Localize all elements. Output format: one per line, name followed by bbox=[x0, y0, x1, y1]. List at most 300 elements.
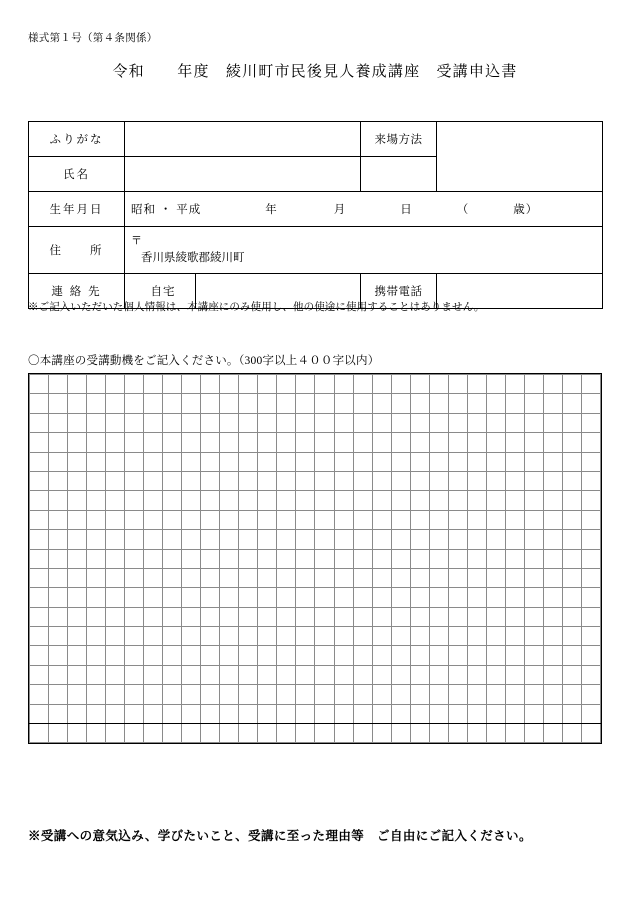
manuscript-cell[interactable] bbox=[258, 433, 277, 452]
manuscript-cell[interactable] bbox=[410, 549, 429, 568]
manuscript-cell[interactable] bbox=[334, 665, 353, 684]
manuscript-cell[interactable] bbox=[220, 607, 239, 626]
manuscript-cell[interactable] bbox=[524, 607, 543, 626]
manuscript-cell[interactable] bbox=[581, 471, 600, 490]
manuscript-cell[interactable] bbox=[201, 549, 220, 568]
manuscript-cell[interactable] bbox=[467, 588, 486, 607]
manuscript-cell[interactable] bbox=[106, 627, 125, 646]
manuscript-cell[interactable] bbox=[353, 510, 372, 529]
furigana-field[interactable] bbox=[125, 122, 361, 157]
manuscript-cell[interactable] bbox=[296, 646, 315, 665]
manuscript-cell[interactable] bbox=[372, 724, 391, 743]
manuscript-cell[interactable] bbox=[543, 607, 562, 626]
manuscript-cell[interactable] bbox=[353, 588, 372, 607]
manuscript-cell[interactable] bbox=[239, 646, 258, 665]
manuscript-cell[interactable] bbox=[49, 704, 68, 723]
manuscript-row[interactable] bbox=[30, 724, 601, 743]
manuscript-cell[interactable] bbox=[68, 491, 87, 510]
manuscript-cell[interactable] bbox=[467, 704, 486, 723]
manuscript-cell[interactable] bbox=[49, 433, 68, 452]
manuscript-cell[interactable] bbox=[391, 413, 410, 432]
manuscript-cell[interactable] bbox=[505, 530, 524, 549]
manuscript-cell[interactable] bbox=[334, 627, 353, 646]
manuscript-cell[interactable] bbox=[543, 724, 562, 743]
manuscript-cell[interactable] bbox=[258, 607, 277, 626]
manuscript-cell[interactable] bbox=[429, 665, 448, 684]
name-field[interactable] bbox=[125, 157, 361, 192]
manuscript-cell[interactable] bbox=[505, 607, 524, 626]
manuscript-cell[interactable] bbox=[201, 433, 220, 452]
manuscript-cell[interactable] bbox=[505, 433, 524, 452]
manuscript-cell[interactable] bbox=[372, 394, 391, 413]
manuscript-cell[interactable] bbox=[87, 607, 106, 626]
manuscript-cell[interactable] bbox=[106, 510, 125, 529]
manuscript-cell[interactable] bbox=[467, 394, 486, 413]
manuscript-cell[interactable] bbox=[372, 491, 391, 510]
manuscript-cell[interactable] bbox=[30, 646, 49, 665]
manuscript-cell[interactable] bbox=[125, 627, 144, 646]
manuscript-cell[interactable] bbox=[410, 685, 429, 704]
manuscript-cell[interactable] bbox=[220, 724, 239, 743]
manuscript-cell[interactable] bbox=[87, 627, 106, 646]
manuscript-cell[interactable] bbox=[125, 568, 144, 587]
manuscript-cell[interactable] bbox=[581, 375, 600, 394]
manuscript-cell[interactable] bbox=[543, 627, 562, 646]
manuscript-cell[interactable] bbox=[30, 375, 49, 394]
manuscript-cell[interactable] bbox=[524, 685, 543, 704]
manuscript-cell[interactable] bbox=[581, 724, 600, 743]
manuscript-cell[interactable] bbox=[49, 646, 68, 665]
manuscript-cell[interactable] bbox=[87, 433, 106, 452]
manuscript-cell[interactable] bbox=[315, 510, 334, 529]
manuscript-cell[interactable] bbox=[391, 646, 410, 665]
manuscript-cell[interactable] bbox=[239, 452, 258, 471]
manuscript-cell[interactable] bbox=[296, 568, 315, 587]
manuscript-cell[interactable] bbox=[68, 724, 87, 743]
manuscript-cell[interactable] bbox=[524, 491, 543, 510]
manuscript-cell[interactable] bbox=[106, 471, 125, 490]
manuscript-cell[interactable] bbox=[239, 607, 258, 626]
manuscript-cell[interactable] bbox=[334, 375, 353, 394]
manuscript-cell[interactable] bbox=[524, 568, 543, 587]
manuscript-cell[interactable] bbox=[277, 704, 296, 723]
manuscript-cell[interactable] bbox=[277, 685, 296, 704]
manuscript-cell[interactable] bbox=[543, 491, 562, 510]
manuscript-cell[interactable] bbox=[87, 510, 106, 529]
manuscript-cell[interactable] bbox=[562, 627, 581, 646]
manuscript-cell[interactable] bbox=[448, 627, 467, 646]
manuscript-cell[interactable] bbox=[524, 549, 543, 568]
manuscript-cell[interactable] bbox=[562, 530, 581, 549]
manuscript-cell[interactable] bbox=[201, 665, 220, 684]
manuscript-cell[interactable] bbox=[429, 685, 448, 704]
manuscript-cell[interactable] bbox=[467, 627, 486, 646]
manuscript-cell[interactable] bbox=[220, 704, 239, 723]
manuscript-cell[interactable] bbox=[201, 646, 220, 665]
manuscript-cell[interactable] bbox=[467, 607, 486, 626]
manuscript-cell[interactable] bbox=[144, 530, 163, 549]
manuscript-cell[interactable] bbox=[372, 452, 391, 471]
manuscript-cell[interactable] bbox=[467, 510, 486, 529]
manuscript-cell[interactable] bbox=[562, 685, 581, 704]
manuscript-cell[interactable] bbox=[201, 627, 220, 646]
manuscript-cell[interactable] bbox=[87, 724, 106, 743]
manuscript-cell[interactable] bbox=[410, 510, 429, 529]
manuscript-cell[interactable] bbox=[505, 568, 524, 587]
manuscript-cell[interactable] bbox=[106, 588, 125, 607]
manuscript-cell[interactable] bbox=[410, 452, 429, 471]
manuscript-cell[interactable] bbox=[220, 433, 239, 452]
manuscript-cell[interactable] bbox=[106, 607, 125, 626]
manuscript-cell[interactable] bbox=[106, 375, 125, 394]
manuscript-cell[interactable] bbox=[543, 433, 562, 452]
manuscript-cell[interactable] bbox=[391, 665, 410, 684]
manuscript-cell[interactable] bbox=[410, 394, 429, 413]
manuscript-cell[interactable] bbox=[467, 413, 486, 432]
manuscript-cell[interactable] bbox=[391, 452, 410, 471]
manuscript-cell[interactable] bbox=[448, 549, 467, 568]
manuscript-cell[interactable] bbox=[68, 433, 87, 452]
manuscript-cell[interactable] bbox=[372, 471, 391, 490]
manuscript-cell[interactable] bbox=[486, 491, 505, 510]
manuscript-cell[interactable] bbox=[163, 665, 182, 684]
manuscript-cell[interactable] bbox=[353, 627, 372, 646]
manuscript-cell[interactable] bbox=[144, 491, 163, 510]
manuscript-cell[interactable] bbox=[220, 452, 239, 471]
manuscript-cell[interactable] bbox=[429, 724, 448, 743]
manuscript-cell[interactable] bbox=[68, 607, 87, 626]
manuscript-cell[interactable] bbox=[258, 452, 277, 471]
manuscript-cell[interactable] bbox=[315, 491, 334, 510]
manuscript-cell[interactable] bbox=[125, 433, 144, 452]
manuscript-cell[interactable] bbox=[334, 549, 353, 568]
manuscript-cell[interactable] bbox=[543, 646, 562, 665]
manuscript-cell[interactable] bbox=[524, 627, 543, 646]
manuscript-cell[interactable] bbox=[410, 568, 429, 587]
manuscript-cell[interactable] bbox=[239, 568, 258, 587]
manuscript-row[interactable] bbox=[30, 549, 601, 568]
manuscript-cell[interactable] bbox=[448, 646, 467, 665]
manuscript-cell[interactable] bbox=[296, 471, 315, 490]
manuscript-cell[interactable] bbox=[277, 433, 296, 452]
manuscript-cell[interactable] bbox=[220, 491, 239, 510]
manuscript-cell[interactable] bbox=[277, 471, 296, 490]
manuscript-cell[interactable] bbox=[296, 607, 315, 626]
manuscript-cell[interactable] bbox=[505, 704, 524, 723]
manuscript-cell[interactable] bbox=[429, 491, 448, 510]
manuscript-cell[interactable] bbox=[49, 452, 68, 471]
visit-method-field[interactable] bbox=[437, 122, 603, 192]
address-field[interactable] bbox=[125, 227, 603, 274]
manuscript-cell[interactable] bbox=[49, 665, 68, 684]
manuscript-cell[interactable] bbox=[182, 568, 201, 587]
manuscript-cell[interactable] bbox=[448, 510, 467, 529]
manuscript-cell[interactable] bbox=[353, 394, 372, 413]
manuscript-cell[interactable] bbox=[543, 375, 562, 394]
manuscript-cell[interactable] bbox=[125, 685, 144, 704]
manuscript-cell[interactable] bbox=[163, 510, 182, 529]
manuscript-cell[interactable] bbox=[543, 510, 562, 529]
manuscript-cell[interactable] bbox=[144, 665, 163, 684]
manuscript-cell[interactable] bbox=[372, 510, 391, 529]
manuscript-cell[interactable] bbox=[239, 704, 258, 723]
manuscript-cell[interactable] bbox=[49, 510, 68, 529]
manuscript-cell[interactable] bbox=[429, 510, 448, 529]
manuscript-cell[interactable] bbox=[182, 452, 201, 471]
manuscript-cell[interactable] bbox=[277, 530, 296, 549]
manuscript-cell[interactable] bbox=[334, 433, 353, 452]
manuscript-cell[interactable] bbox=[296, 704, 315, 723]
manuscript-cell[interactable] bbox=[182, 510, 201, 529]
manuscript-cell[interactable] bbox=[467, 433, 486, 452]
manuscript-row[interactable] bbox=[30, 491, 601, 510]
manuscript-cell[interactable] bbox=[391, 549, 410, 568]
manuscript-cell[interactable] bbox=[448, 413, 467, 432]
manuscript-cell[interactable] bbox=[30, 724, 49, 743]
manuscript-cell[interactable] bbox=[543, 394, 562, 413]
manuscript-cell[interactable] bbox=[277, 588, 296, 607]
manuscript-cell[interactable] bbox=[562, 433, 581, 452]
manuscript-cell[interactable] bbox=[68, 530, 87, 549]
manuscript-cell[interactable] bbox=[334, 646, 353, 665]
manuscript-cell[interactable] bbox=[486, 471, 505, 490]
manuscript-cell[interactable] bbox=[258, 510, 277, 529]
manuscript-cell[interactable] bbox=[182, 491, 201, 510]
manuscript-cell[interactable] bbox=[353, 646, 372, 665]
manuscript-cell[interactable] bbox=[562, 452, 581, 471]
manuscript-cell[interactable] bbox=[201, 452, 220, 471]
manuscript-cell[interactable] bbox=[296, 530, 315, 549]
manuscript-cell[interactable] bbox=[163, 568, 182, 587]
manuscript-cell[interactable] bbox=[144, 433, 163, 452]
manuscript-cell[interactable] bbox=[391, 433, 410, 452]
manuscript-cell[interactable] bbox=[125, 530, 144, 549]
manuscript-cell[interactable] bbox=[334, 685, 353, 704]
manuscript-cell[interactable] bbox=[505, 471, 524, 490]
manuscript-cell[interactable] bbox=[201, 588, 220, 607]
manuscript-cell[interactable] bbox=[448, 394, 467, 413]
manuscript-cell[interactable] bbox=[163, 685, 182, 704]
manuscript-cell[interactable] bbox=[429, 646, 448, 665]
manuscript-cell[interactable] bbox=[144, 394, 163, 413]
manuscript-cell[interactable] bbox=[334, 704, 353, 723]
manuscript-cell[interactable] bbox=[448, 452, 467, 471]
manuscript-cell[interactable] bbox=[87, 452, 106, 471]
manuscript-cell[interactable] bbox=[87, 646, 106, 665]
manuscript-cell[interactable] bbox=[87, 665, 106, 684]
manuscript-cell[interactable] bbox=[30, 704, 49, 723]
manuscript-cell[interactable] bbox=[68, 510, 87, 529]
manuscript-cell[interactable] bbox=[391, 724, 410, 743]
manuscript-cell[interactable] bbox=[562, 394, 581, 413]
manuscript-cell[interactable] bbox=[125, 665, 144, 684]
manuscript-cell[interactable] bbox=[486, 704, 505, 723]
manuscript-cell[interactable] bbox=[581, 685, 600, 704]
manuscript-cell[interactable] bbox=[581, 452, 600, 471]
manuscript-cell[interactable] bbox=[201, 471, 220, 490]
manuscript-cell[interactable] bbox=[182, 549, 201, 568]
manuscript-cell[interactable] bbox=[277, 627, 296, 646]
manuscript-cell[interactable] bbox=[49, 530, 68, 549]
manuscript-cell[interactable] bbox=[258, 665, 277, 684]
manuscript-cell[interactable] bbox=[353, 665, 372, 684]
manuscript-cell[interactable] bbox=[30, 568, 49, 587]
manuscript-cell[interactable] bbox=[201, 394, 220, 413]
manuscript-cell[interactable] bbox=[372, 588, 391, 607]
manuscript-cell[interactable] bbox=[391, 588, 410, 607]
manuscript-cell[interactable] bbox=[87, 375, 106, 394]
manuscript-cell[interactable] bbox=[505, 724, 524, 743]
manuscript-cell[interactable] bbox=[334, 530, 353, 549]
manuscript-cell[interactable] bbox=[49, 491, 68, 510]
manuscript-cell[interactable] bbox=[201, 568, 220, 587]
manuscript-cell[interactable] bbox=[296, 433, 315, 452]
manuscript-cell[interactable] bbox=[163, 433, 182, 452]
manuscript-cell[interactable] bbox=[391, 607, 410, 626]
manuscript-cell[interactable] bbox=[106, 685, 125, 704]
manuscript-row[interactable] bbox=[30, 607, 601, 626]
manuscript-cell[interactable] bbox=[201, 704, 220, 723]
manuscript-cell[interactable] bbox=[125, 588, 144, 607]
manuscript-cell[interactable] bbox=[87, 394, 106, 413]
manuscript-row[interactable] bbox=[30, 704, 601, 723]
manuscript-cell[interactable] bbox=[258, 549, 277, 568]
manuscript-cell[interactable] bbox=[562, 646, 581, 665]
manuscript-cell[interactable] bbox=[524, 510, 543, 529]
manuscript-cell[interactable] bbox=[581, 646, 600, 665]
manuscript-cell[interactable] bbox=[144, 704, 163, 723]
manuscript-cell[interactable] bbox=[106, 646, 125, 665]
manuscript-cell[interactable] bbox=[125, 471, 144, 490]
manuscript-cell[interactable] bbox=[429, 627, 448, 646]
manuscript-cell[interactable] bbox=[524, 394, 543, 413]
manuscript-cell[interactable] bbox=[372, 568, 391, 587]
manuscript-cell[interactable] bbox=[258, 491, 277, 510]
manuscript-cell[interactable] bbox=[448, 665, 467, 684]
manuscript-cell[interactable] bbox=[467, 568, 486, 587]
manuscript-cell[interactable] bbox=[562, 471, 581, 490]
manuscript-cell[interactable] bbox=[505, 646, 524, 665]
manuscript-cell[interactable] bbox=[505, 375, 524, 394]
manuscript-cell[interactable] bbox=[467, 452, 486, 471]
manuscript-cell[interactable] bbox=[429, 530, 448, 549]
manuscript-cell[interactable] bbox=[106, 433, 125, 452]
manuscript-cell[interactable] bbox=[410, 530, 429, 549]
manuscript-cell[interactable] bbox=[467, 471, 486, 490]
manuscript-row[interactable] bbox=[30, 471, 601, 490]
manuscript-cell[interactable] bbox=[410, 607, 429, 626]
manuscript-cell[interactable] bbox=[163, 646, 182, 665]
manuscript-cell[interactable] bbox=[410, 413, 429, 432]
manuscript-cell[interactable] bbox=[125, 510, 144, 529]
manuscript-cell[interactable] bbox=[581, 627, 600, 646]
manuscript-cell[interactable] bbox=[524, 588, 543, 607]
manuscript-cell[interactable] bbox=[68, 452, 87, 471]
manuscript-cell[interactable] bbox=[448, 433, 467, 452]
manuscript-cell[interactable] bbox=[163, 549, 182, 568]
manuscript-cell[interactable] bbox=[68, 413, 87, 432]
manuscript-cell[interactable] bbox=[49, 471, 68, 490]
manuscript-cell[interactable] bbox=[258, 471, 277, 490]
manuscript-cell[interactable] bbox=[581, 433, 600, 452]
manuscript-cell[interactable] bbox=[258, 646, 277, 665]
manuscript-cell[interactable] bbox=[68, 627, 87, 646]
manuscript-cell[interactable] bbox=[315, 549, 334, 568]
manuscript-cell[interactable] bbox=[467, 375, 486, 394]
manuscript-cell[interactable] bbox=[182, 375, 201, 394]
manuscript-cell[interactable] bbox=[30, 471, 49, 490]
manuscript-cell[interactable] bbox=[258, 530, 277, 549]
manuscript-cell[interactable] bbox=[125, 394, 144, 413]
manuscript-cell[interactable] bbox=[87, 549, 106, 568]
manuscript-cell[interactable] bbox=[182, 665, 201, 684]
manuscript-cell[interactable] bbox=[372, 704, 391, 723]
manuscript-row[interactable] bbox=[30, 665, 601, 684]
manuscript-cell[interactable] bbox=[486, 433, 505, 452]
manuscript-cell[interactable] bbox=[182, 704, 201, 723]
manuscript-cell[interactable] bbox=[486, 375, 505, 394]
manuscript-cell[interactable] bbox=[163, 413, 182, 432]
manuscript-cell[interactable] bbox=[448, 685, 467, 704]
manuscript-cell[interactable] bbox=[258, 724, 277, 743]
manuscript-cell[interactable] bbox=[448, 530, 467, 549]
manuscript-cell[interactable] bbox=[106, 665, 125, 684]
manuscript-cell[interactable] bbox=[30, 665, 49, 684]
manuscript-cell[interactable] bbox=[315, 413, 334, 432]
manuscript-cell[interactable] bbox=[486, 394, 505, 413]
manuscript-cell[interactable] bbox=[334, 471, 353, 490]
manuscript-cell[interactable] bbox=[562, 724, 581, 743]
manuscript-cell[interactable] bbox=[30, 433, 49, 452]
manuscript-cell[interactable] bbox=[334, 568, 353, 587]
manuscript-cell[interactable] bbox=[581, 607, 600, 626]
manuscript-cell[interactable] bbox=[239, 627, 258, 646]
manuscript-table[interactable] bbox=[29, 374, 601, 743]
manuscript-cell[interactable] bbox=[125, 724, 144, 743]
manuscript-cell[interactable] bbox=[277, 510, 296, 529]
manuscript-cell[interactable] bbox=[410, 471, 429, 490]
manuscript-cell[interactable] bbox=[543, 452, 562, 471]
manuscript-cell[interactable] bbox=[106, 549, 125, 568]
manuscript-cell[interactable] bbox=[277, 491, 296, 510]
manuscript-cell[interactable] bbox=[30, 607, 49, 626]
manuscript-cell[interactable] bbox=[562, 510, 581, 529]
manuscript-row[interactable] bbox=[30, 375, 601, 394]
manuscript-cell[interactable] bbox=[87, 568, 106, 587]
manuscript-cell[interactable] bbox=[163, 491, 182, 510]
manuscript-cell[interactable] bbox=[353, 375, 372, 394]
manuscript-cell[interactable] bbox=[505, 510, 524, 529]
manuscript-cell[interactable] bbox=[239, 413, 258, 432]
manuscript-cell[interactable] bbox=[543, 704, 562, 723]
manuscript-cell[interactable] bbox=[353, 433, 372, 452]
manuscript-cell[interactable] bbox=[448, 704, 467, 723]
manuscript-cell[interactable] bbox=[486, 549, 505, 568]
manuscript-cell[interactable] bbox=[49, 724, 68, 743]
manuscript-cell[interactable] bbox=[144, 413, 163, 432]
manuscript-cell[interactable] bbox=[239, 491, 258, 510]
manuscript-cell[interactable] bbox=[30, 394, 49, 413]
manuscript-cell[interactable] bbox=[448, 471, 467, 490]
manuscript-row[interactable] bbox=[30, 452, 601, 471]
manuscript-cell[interactable] bbox=[296, 375, 315, 394]
manuscript-cell[interactable] bbox=[87, 704, 106, 723]
manuscript-cell[interactable] bbox=[125, 646, 144, 665]
manuscript-cell[interactable] bbox=[201, 413, 220, 432]
birthdate-field[interactable] bbox=[125, 192, 603, 227]
manuscript-cell[interactable] bbox=[372, 685, 391, 704]
manuscript-cell[interactable] bbox=[315, 588, 334, 607]
